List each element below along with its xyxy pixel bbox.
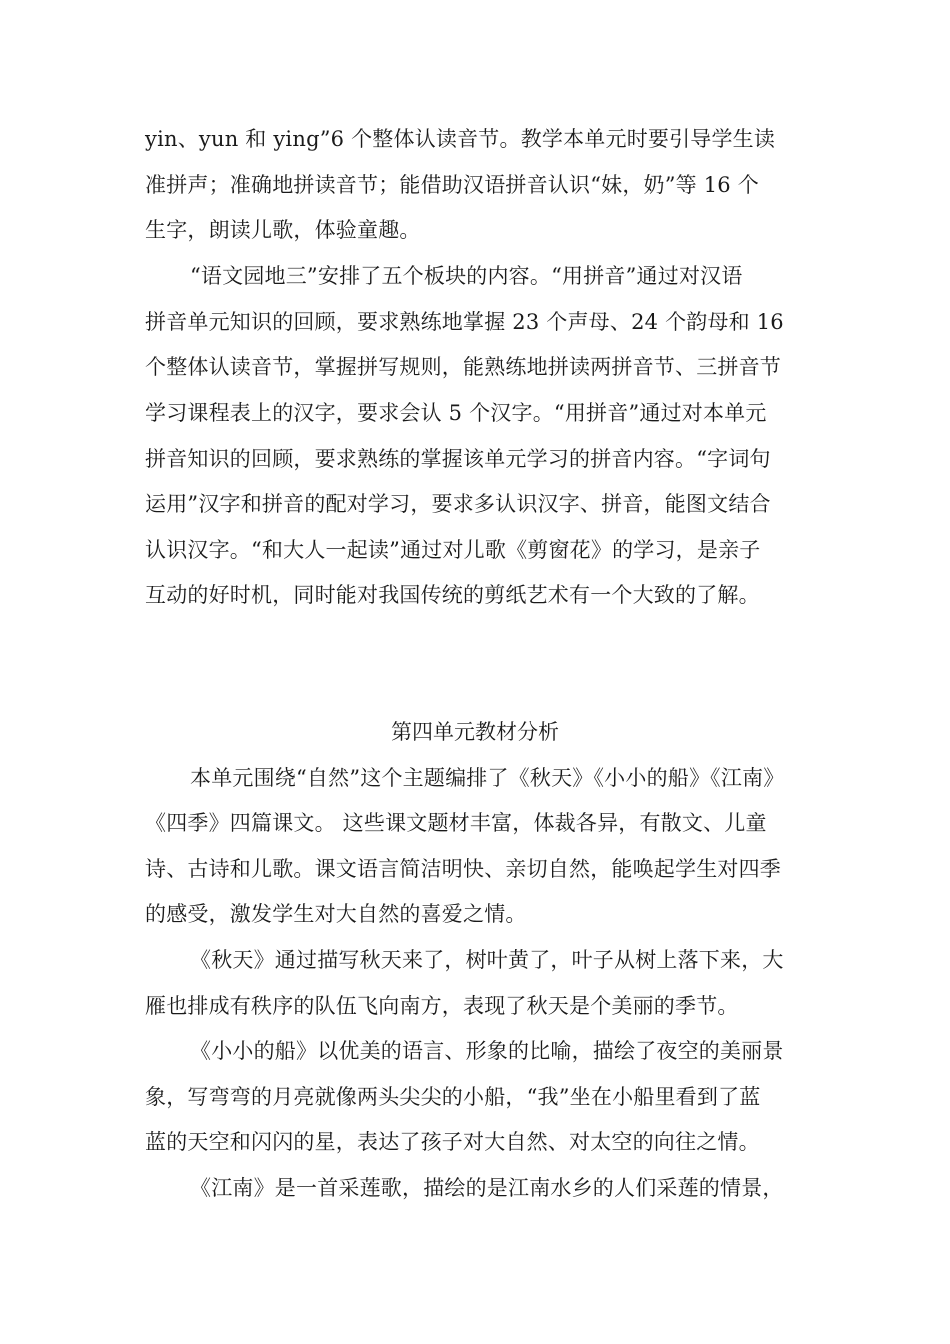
text-line: 运用”汉字和拼音的配对学习，要求多认识汉字、拼音，能图文结合 bbox=[145, 492, 771, 516]
text-line: yin、yun 和 ying”6 个整体认读音节。教学本单元时要引导学生读 bbox=[145, 127, 776, 151]
text-line: 《江南》是一首采莲歌，描绘的是江南水乡的人们采莲的情景， bbox=[190, 1176, 784, 1200]
text-line: 《秋天》通过描写秋天来了，树叶黄了，叶子从树上落下来，大 bbox=[190, 948, 784, 972]
text-line: 学习课程表上的汉字，要求会认 5 个汉字。“用拼音”通过对本单元 bbox=[145, 401, 767, 425]
section-title: 第四单元教材分析 bbox=[391, 720, 559, 744]
text-line: 拼音单元知识的回顾，要求熟练地掌握 23 个声母、24 个韵母和 16 bbox=[145, 310, 784, 334]
text-line: “语文园地三”安排了五个板块的内容。“用拼音”通过对汉语 bbox=[190, 264, 743, 288]
text-line: 《小小的船》以优美的语言、形象的比喻，描绘了夜空的美丽景 bbox=[190, 1039, 784, 1063]
text-line: 认识汉字。“和大人一起读”通过对儿歌《剪窗花》的学习，是亲子 bbox=[145, 538, 761, 562]
text-line: 《四季》四篇课文。 这些课文题材丰富，体裁各异，有散文、儿童 bbox=[145, 811, 767, 835]
text-line: 个整体认读音节，掌握拼写规则，能熟练地拼读两拼音节、三拼音节 bbox=[145, 355, 781, 379]
text-line: 拼音知识的回顾，要求熟练的掌握该单元学习的拼音内容。“字词句 bbox=[145, 447, 771, 471]
text-line: 雁也排成有秩序的队伍飞向南方，表现了秋天是个美丽的季节。 bbox=[145, 994, 739, 1018]
text-line: 的感受，激发学生对大自然的喜爱之情。 bbox=[145, 902, 527, 926]
text-line: 诗、古诗和儿歌。课文语言简洁明快、亲切自然，能唤起学生对四季 bbox=[145, 857, 781, 881]
text-line: 准拼声；准确地拼读音节；能借助汉语拼音认识“妹，奶”等 16 个 bbox=[145, 173, 759, 197]
text-line: 互动的好时机，同时能对我国传统的剪纸艺术有一个大致的了解。 bbox=[145, 583, 760, 607]
text-line: 蓝的天空和闪闪的星，表达了孩子对大自然、对太空的向往之情。 bbox=[145, 1130, 760, 1154]
text-line: 象，写弯弯的月亮就像两头尖尖的小船，“我”坐在小船里看到了蓝 bbox=[145, 1085, 761, 1109]
text-line: 本单元围绕“自然”这个主题编排了《秋天》《小小的船》《江南》 bbox=[190, 766, 785, 790]
text-line: 生字，朗读儿歌，体验童趣。 bbox=[145, 218, 421, 242]
